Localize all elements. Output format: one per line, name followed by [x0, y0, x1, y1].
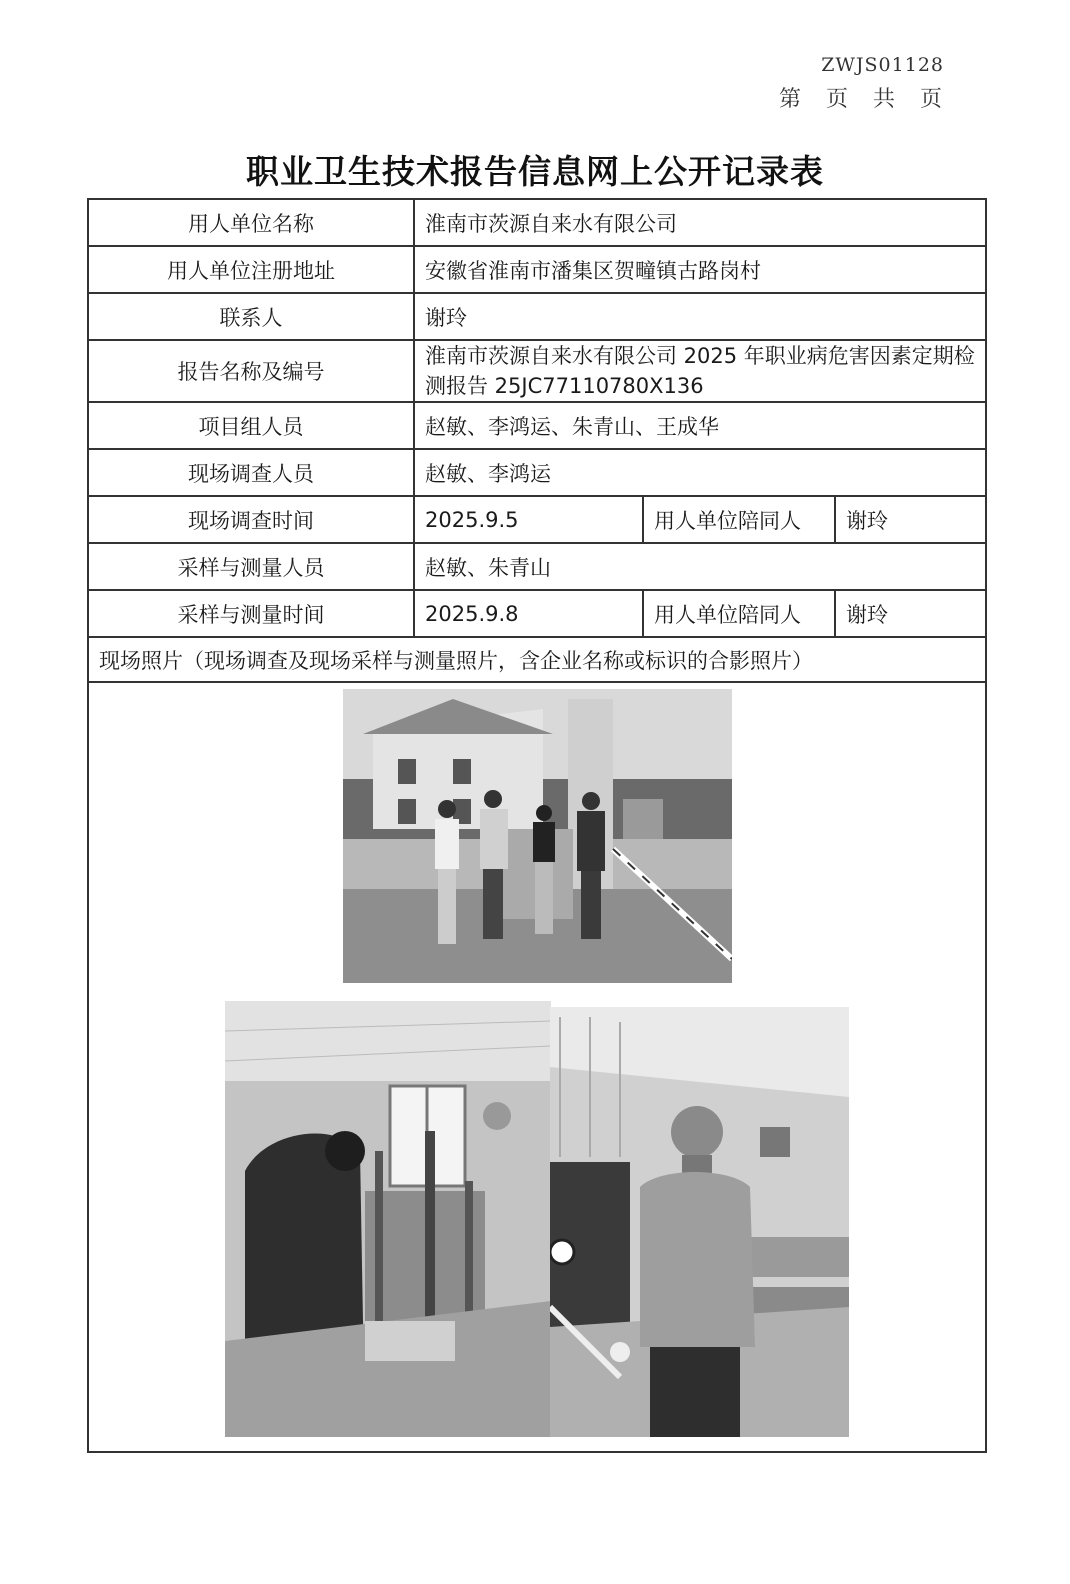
- row-photos: [88, 682, 986, 1452]
- photos-heading: 现场照片（现场调查及现场采样与测量照片，含企业名称或标识的合影照片）: [88, 637, 986, 682]
- row-survey-staff: [88, 449, 986, 496]
- value-contact: 谢玲: [414, 293, 986, 340]
- label-survey-staff: 现场调查人员: [88, 449, 414, 496]
- label-report: 报告名称及编号: [88, 340, 414, 402]
- sampling-photo-indoor: [225, 1001, 551, 1437]
- value-survey-escort: 谢玲: [835, 496, 986, 543]
- row-contact: [88, 293, 986, 340]
- label-team: 项目组人员: [88, 402, 414, 449]
- row-sampling-time: [88, 590, 986, 637]
- label-survey-escort: 用人单位陪同人: [643, 496, 835, 543]
- row-photos-heading: [88, 637, 986, 682]
- label-contact: 联系人: [88, 293, 414, 340]
- value-report: 淮南市茨源自来水有限公司 2025 年职业病危害因素定期检测报告 25JC77110780X136: [414, 340, 986, 402]
- label-address: 用人单位注册地址: [88, 246, 414, 293]
- page-number-line: 第 页 共 页: [779, 87, 944, 112]
- label-sampling-staff: 采样与测量人员: [88, 543, 414, 590]
- label-unit-name: 用人单位名称: [88, 199, 414, 246]
- label-sampling-escort: 用人单位陪同人: [643, 590, 835, 637]
- page-title: 职业卫生技术报告信息网上公开记录表: [246, 152, 824, 191]
- document-code: ZWJS01128: [821, 54, 944, 76]
- group-photo-gate: [343, 689, 732, 983]
- value-unit-name: 淮南市茨源自来水有限公司: [414, 199, 986, 246]
- label-survey-time: 现场调查时间: [88, 496, 414, 543]
- sampling-photo-pump-room: [550, 1007, 849, 1437]
- value-sampling-escort: 谢玲: [835, 590, 986, 637]
- value-team: 赵敏、李鸿运、朱青山、王成华: [414, 402, 986, 449]
- row-survey-time: [88, 496, 986, 543]
- value-sampling-time: 2025.9.8: [414, 590, 643, 637]
- row-team: [88, 402, 986, 449]
- value-survey-staff: 赵敏、李鸿运: [414, 449, 986, 496]
- row-report: [88, 340, 986, 402]
- record-table: [87, 198, 987, 1453]
- photos-cell: [88, 682, 986, 1452]
- row-sampling-staff: [88, 543, 986, 590]
- row-address: [88, 246, 986, 293]
- value-address: 安徽省淮南市潘集区贺疃镇古路岗村: [414, 246, 986, 293]
- value-sampling-staff: 赵敏、朱青山: [414, 543, 986, 590]
- value-survey-time: 2025.9.5: [414, 496, 643, 543]
- label-sampling-time: 采样与测量时间: [88, 590, 414, 637]
- row-unit-name: [88, 199, 986, 246]
